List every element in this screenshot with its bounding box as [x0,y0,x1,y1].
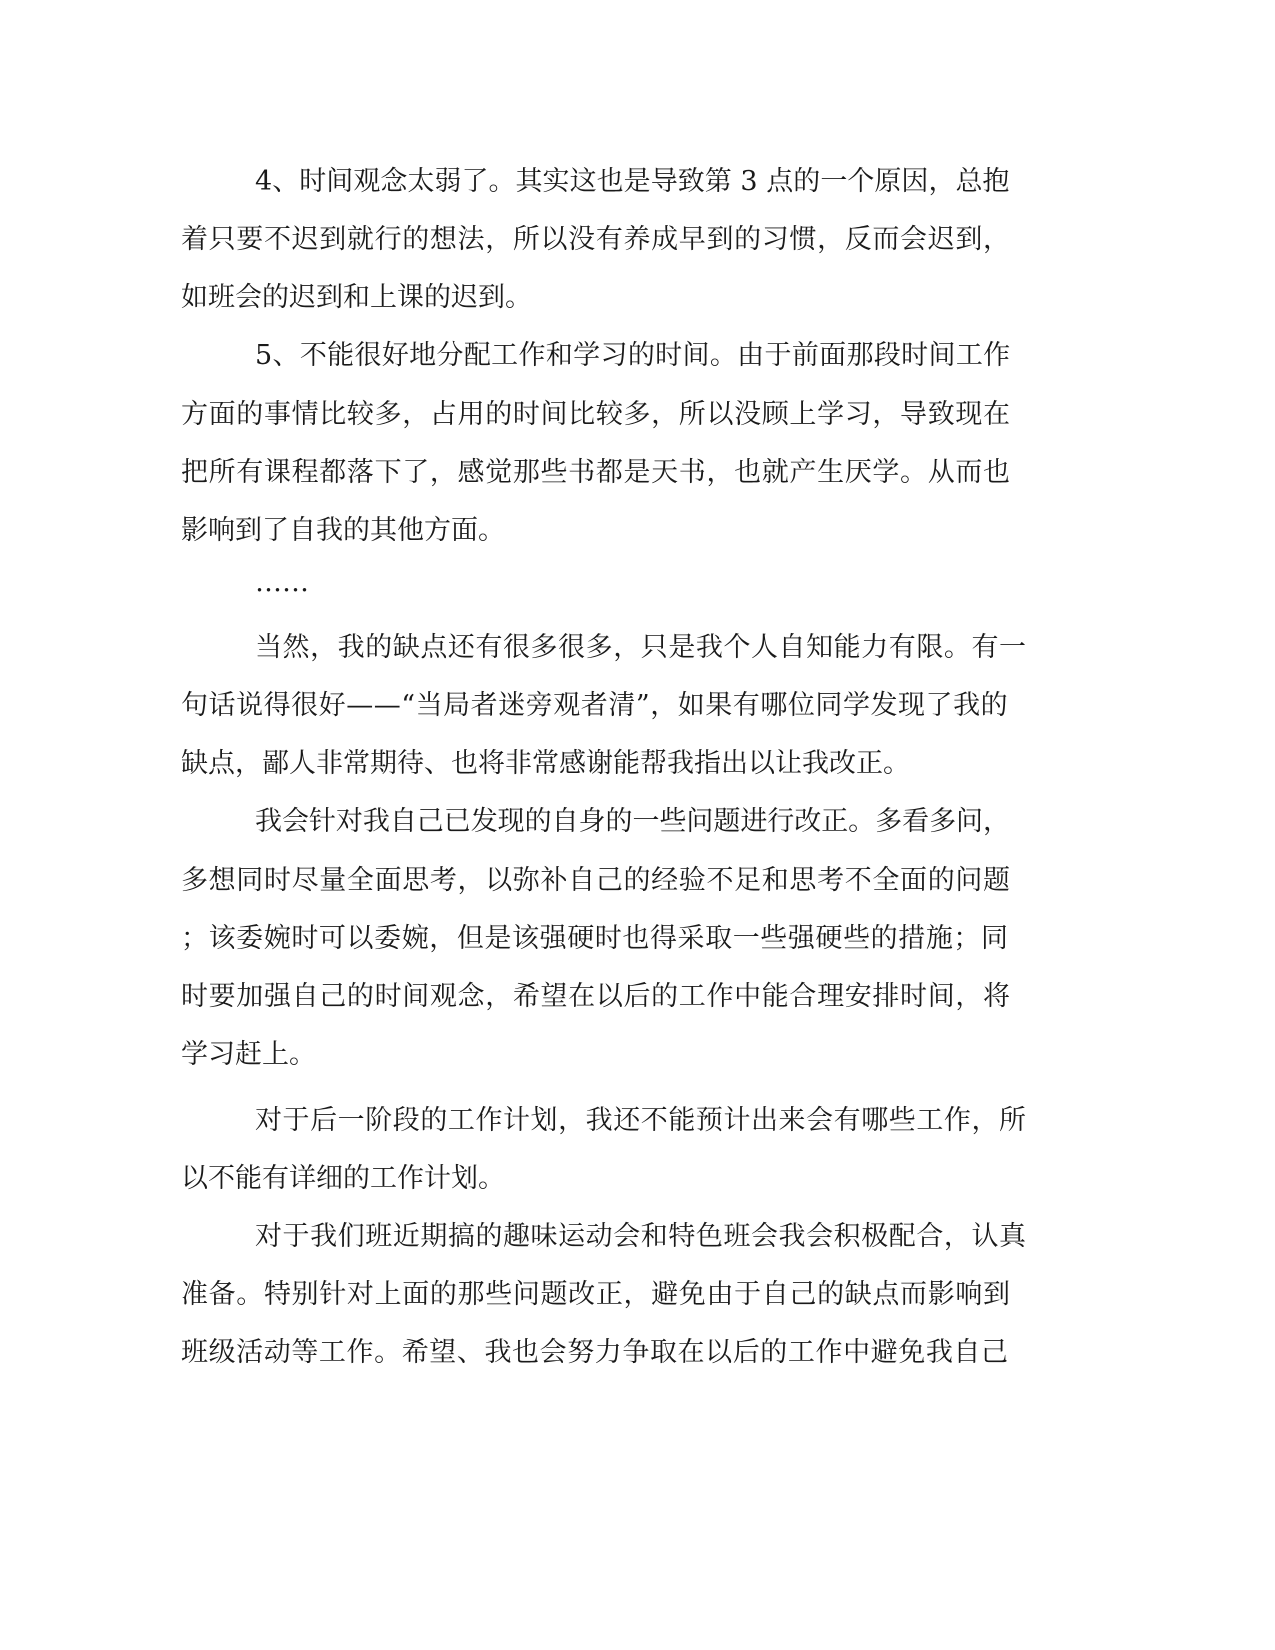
paragraph-line [0,797,1275,847]
text-line: 对于我们班近期搞的趣味运动会和特色班会我会积极配合，认真 [255,1221,1027,1252]
paragraph-line [0,1328,1275,1378]
text-line: ；该委婉时可以委婉，但是该强硬时也得采取一些强硬些的措施；同 [181,923,1009,954]
text-line: 以不能有详细的工作计划。 [181,1163,505,1194]
text-line: 把所有课程都落下了，感觉那些书都是天书，也就产生厌学。从而也 [181,457,1011,488]
paragraph-line [0,157,1275,207]
text-line: 如班会的迟到和上课的迟到。 [181,282,532,313]
paragraph-line [0,856,1275,906]
paragraph-line [0,972,1275,1022]
paragraph-line [0,1030,1275,1080]
paragraph-line [0,448,1275,498]
text-line: 时要加强自己的时间观念，希望在以后的工作中能合理安排时间，将 [181,981,1011,1012]
paragraph-line [0,1096,1275,1146]
text-line: 着只要不迟到就行的想法，所以没有养成早到的习惯，反而会迟到， [181,224,1011,255]
paragraph-line [0,623,1275,673]
text-line: 当然，我的缺点还有很多很多，只是我个人自知能力有限。有一 [255,632,1027,663]
text-line: 缺点，鄙人非常期待、也将非常感谢能帮我指出以让我改正。 [181,748,910,779]
paragraph-line [0,1270,1275,1320]
paragraph-line [0,390,1275,440]
paragraph-line [0,331,1275,381]
paragraph-line [0,1212,1275,1262]
text-line: 影响到了自我的其他方面。 [181,515,505,546]
text-line: 学习赶上。 [181,1039,316,1070]
ellipsis-text: …… [255,567,309,598]
paragraph-line [0,215,1275,265]
paragraph-line [0,506,1275,556]
paragraph-line [0,558,1275,608]
text-line: 准备。特别针对上面的那些问题改正，避免由于自己的缺点而影响到 [181,1279,1011,1310]
text-line: 我会针对我自己已发现的自身的一些问题进行改正。多看多问， [255,806,1010,837]
text-line: 方面的事情比较多，占用的时间比较多，所以没顾上学习，导致现在 [181,399,1011,430]
text-line: 对于后一阶段的工作计划，我还不能预计出来会有哪些工作，所 [255,1105,1027,1136]
text-line: 多想同时尽量全面思考，以弥补自己的经验不足和思考不全面的问题 [181,865,1011,896]
text-line: 班级活动等工作。希望、我也会努力争取在以后的工作中避免我自己 [181,1337,1009,1368]
text-line: 5、不能很好地分配工作和学习的时间。由于前面那段时间工作 [255,340,1011,371]
paragraph-line [0,739,1275,789]
paragraph-line [0,681,1275,731]
text-line: 4、时间观念太弱了。其实这也是导致第 3 点的一个原因，总抱 [255,166,1010,197]
paragraph-line [0,1154,1275,1204]
paragraph-line [0,273,1275,323]
text-line: 句话说得很好——“当局者迷旁观者清”，如果有哪位同学发现了我的 [181,690,1009,721]
paragraph-line [0,914,1275,964]
